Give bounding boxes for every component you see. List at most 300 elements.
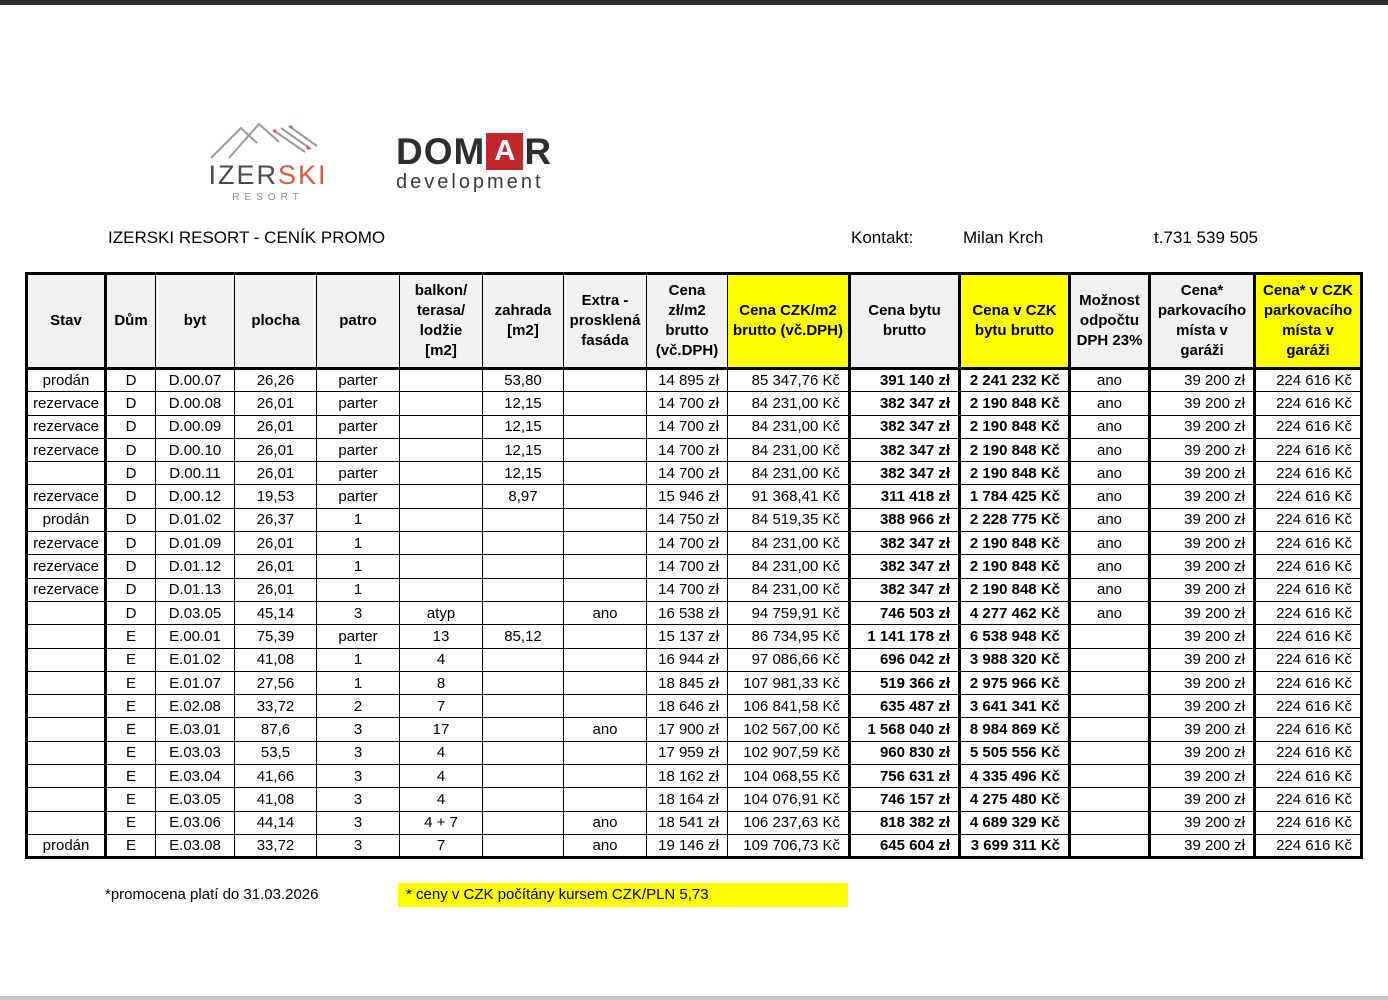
cell-cena-bytu-brutto: 635 487 zł bbox=[850, 695, 960, 718]
cell-cena-parkovaciho-mista: 39 200 zł bbox=[1150, 695, 1255, 718]
cell-byt: E.01.02 bbox=[156, 648, 235, 671]
cell-extra-prosklena-fasada bbox=[564, 765, 647, 788]
price-table bbox=[25, 272, 1363, 859]
cell-cena-czk-m2-brutto: 106 841,58 Kč bbox=[728, 695, 850, 718]
cell-stav bbox=[27, 765, 106, 788]
table-row bbox=[27, 811, 1362, 834]
cell-zahrada-m2 bbox=[483, 671, 564, 694]
cell-stav bbox=[27, 718, 106, 741]
cell-patro: 3 bbox=[317, 811, 400, 834]
cell-balkon-terasa-lodzie-m2 bbox=[400, 578, 483, 601]
cell-zahrada-m2: 12,15 bbox=[483, 462, 564, 485]
column-header-cena-bytu-brutto: Cena bytu brutto bbox=[850, 274, 960, 369]
izerski-logo-accent-text: SKI bbox=[277, 160, 328, 190]
cell-byt: D.00.09 bbox=[156, 415, 235, 438]
cell-cena-v-czk-parkovaciho-mista: 224 616 Kč bbox=[1255, 788, 1362, 811]
cell-plocha: 41,66 bbox=[235, 765, 317, 788]
cell-zahrada-m2: 8,97 bbox=[483, 485, 564, 508]
cell-cena-czk-m2-brutto: 85 347,76 Kč bbox=[728, 369, 850, 392]
domar-logo-wordmark bbox=[396, 133, 606, 170]
cell-cena-parkovaciho-mista: 39 200 zł bbox=[1150, 508, 1255, 531]
cell-patro: 1 bbox=[317, 671, 400, 694]
cell-byt: D.00.12 bbox=[156, 485, 235, 508]
cell-cena-v-czk-parkovaciho-mista: 224 616 Kč bbox=[1255, 601, 1362, 624]
izerski-logo-text: IZER bbox=[208, 160, 278, 190]
cell-cena-zl-m2-brutto: 18 541 zł bbox=[647, 811, 728, 834]
cell-stav: prodán bbox=[27, 834, 106, 857]
cell-cena-v-czk-bytu-brutto: 4 275 480 Kč bbox=[960, 788, 1070, 811]
cell-cena-parkovaciho-mista: 39 200 zł bbox=[1150, 834, 1255, 857]
cell-byt: E.03.06 bbox=[156, 811, 235, 834]
cell-patro: 1 bbox=[317, 555, 400, 578]
cell-balkon-terasa-lodzie-m2 bbox=[400, 532, 483, 555]
cell-cena-bytu-brutto: 382 347 zł bbox=[850, 438, 960, 461]
cell-cena-v-czk-bytu-brutto: 4 277 462 Kč bbox=[960, 601, 1070, 624]
cell-dum: E bbox=[106, 834, 156, 857]
cell-cena-czk-m2-brutto: 84 231,00 Kč bbox=[728, 532, 850, 555]
cell-zahrada-m2 bbox=[483, 508, 564, 531]
cell-patro: parter bbox=[317, 485, 400, 508]
cell-cena-zl-m2-brutto: 18 164 zł bbox=[647, 788, 728, 811]
cell-byt: E.03.04 bbox=[156, 765, 235, 788]
cell-cena-v-czk-bytu-brutto: 5 505 556 Kč bbox=[960, 741, 1070, 764]
cell-moznost-odpoctu-dph bbox=[1070, 765, 1150, 788]
cell-cena-zl-m2-brutto: 14 700 zł bbox=[647, 532, 728, 555]
cell-cena-v-czk-parkovaciho-mista: 224 616 Kč bbox=[1255, 741, 1362, 764]
cell-cena-v-czk-parkovaciho-mista: 224 616 Kč bbox=[1255, 532, 1362, 555]
cell-extra-prosklena-fasada bbox=[564, 695, 647, 718]
cell-zahrada-m2 bbox=[483, 788, 564, 811]
cell-byt: E.01.07 bbox=[156, 671, 235, 694]
cell-extra-prosklena-fasada bbox=[564, 671, 647, 694]
cell-cena-parkovaciho-mista: 39 200 zł bbox=[1150, 625, 1255, 648]
cell-byt: E.03.08 bbox=[156, 834, 235, 857]
cell-cena-v-czk-bytu-brutto: 2 190 848 Kč bbox=[960, 392, 1070, 415]
cell-extra-prosklena-fasada bbox=[564, 369, 647, 392]
cell-cena-v-czk-parkovaciho-mista: 224 616 Kč bbox=[1255, 415, 1362, 438]
cell-stav bbox=[27, 462, 106, 485]
cell-stav bbox=[27, 671, 106, 694]
cell-moznost-odpoctu-dph: ano bbox=[1070, 601, 1150, 624]
cell-stav: rezervace bbox=[27, 392, 106, 415]
cell-zahrada-m2: 12,15 bbox=[483, 438, 564, 461]
cell-zahrada-m2 bbox=[483, 695, 564, 718]
cell-cena-v-czk-parkovaciho-mista: 224 616 Kč bbox=[1255, 578, 1362, 601]
cell-patro: 2 bbox=[317, 695, 400, 718]
cell-balkon-terasa-lodzie-m2: atyp bbox=[400, 601, 483, 624]
cell-cena-czk-m2-brutto: 84 231,00 Kč bbox=[728, 438, 850, 461]
cell-extra-prosklena-fasada bbox=[564, 485, 647, 508]
cell-patro: parter bbox=[317, 462, 400, 485]
cell-cena-zl-m2-brutto: 17 959 zł bbox=[647, 741, 728, 764]
table-row bbox=[27, 741, 1362, 764]
cell-plocha: 41,08 bbox=[235, 648, 317, 671]
cell-byt: D.01.12 bbox=[156, 555, 235, 578]
cell-cena-czk-m2-brutto: 84 231,00 Kč bbox=[728, 578, 850, 601]
table-row bbox=[27, 718, 1362, 741]
cell-cena-bytu-brutto: 382 347 zł bbox=[850, 392, 960, 415]
cell-patro: 1 bbox=[317, 578, 400, 601]
cell-cena-bytu-brutto: 382 347 zł bbox=[850, 555, 960, 578]
cell-extra-prosklena-fasada bbox=[564, 788, 647, 811]
cell-dum: E bbox=[106, 765, 156, 788]
cell-stav: rezervace bbox=[27, 438, 106, 461]
cell-dum: E bbox=[106, 788, 156, 811]
cell-patro: parter bbox=[317, 392, 400, 415]
cell-cena-v-czk-parkovaciho-mista: 224 616 Kč bbox=[1255, 555, 1362, 578]
cell-cena-v-czk-parkovaciho-mista: 224 616 Kč bbox=[1255, 485, 1362, 508]
cell-zahrada-m2 bbox=[483, 765, 564, 788]
cell-plocha: 26,01 bbox=[235, 578, 317, 601]
cell-cena-parkovaciho-mista: 39 200 zł bbox=[1150, 578, 1255, 601]
cell-stav: rezervace bbox=[27, 578, 106, 601]
cell-cena-parkovaciho-mista: 39 200 zł bbox=[1150, 415, 1255, 438]
cell-cena-zl-m2-brutto: 18 162 zł bbox=[647, 765, 728, 788]
cell-balkon-terasa-lodzie-m2 bbox=[400, 462, 483, 485]
cell-moznost-odpoctu-dph: ano bbox=[1070, 369, 1150, 392]
izerski-resort-logo bbox=[178, 110, 358, 203]
domar-logo-subtitle: development bbox=[396, 171, 544, 193]
cell-cena-v-czk-bytu-brutto: 2 190 848 Kč bbox=[960, 532, 1070, 555]
cell-zahrada-m2 bbox=[483, 718, 564, 741]
cell-byt: D.01.02 bbox=[156, 508, 235, 531]
cell-patro: parter bbox=[317, 369, 400, 392]
cell-plocha: 26,01 bbox=[235, 392, 317, 415]
cell-cena-parkovaciho-mista: 39 200 zł bbox=[1150, 765, 1255, 788]
cell-cena-v-czk-bytu-brutto: 2 190 848 Kč bbox=[960, 555, 1070, 578]
cell-moznost-odpoctu-dph: ano bbox=[1070, 555, 1150, 578]
cell-byt: D.01.13 bbox=[156, 578, 235, 601]
cell-patro: 3 bbox=[317, 601, 400, 624]
table-row bbox=[27, 438, 1362, 461]
cell-cena-czk-m2-brutto: 84 231,00 Kč bbox=[728, 555, 850, 578]
cell-stav bbox=[27, 788, 106, 811]
cell-plocha: 26,01 bbox=[235, 555, 317, 578]
cell-cena-v-czk-bytu-brutto: 2 228 775 Kč bbox=[960, 508, 1070, 531]
column-header-dum: Dům bbox=[106, 274, 156, 369]
cell-moznost-odpoctu-dph: ano bbox=[1070, 415, 1150, 438]
cell-byt: E.02.08 bbox=[156, 695, 235, 718]
cell-byt: D.01.09 bbox=[156, 532, 235, 555]
cell-extra-prosklena-fasada bbox=[564, 741, 647, 764]
column-header-zahrada-m2: zahrada [m2] bbox=[483, 274, 564, 369]
cell-cena-bytu-brutto: 1 568 040 zł bbox=[850, 718, 960, 741]
cell-cena-v-czk-parkovaciho-mista: 224 616 Kč bbox=[1255, 765, 1362, 788]
cell-moznost-odpoctu-dph: ano bbox=[1070, 462, 1150, 485]
cell-plocha: 27,56 bbox=[235, 671, 317, 694]
cell-cena-v-czk-bytu-brutto: 6 538 948 Kč bbox=[960, 625, 1070, 648]
cell-cena-parkovaciho-mista: 39 200 zł bbox=[1150, 741, 1255, 764]
table-row bbox=[27, 671, 1362, 694]
page-top-bar bbox=[0, 0, 1388, 5]
cell-cena-czk-m2-brutto: 94 759,91 Kč bbox=[728, 601, 850, 624]
cell-cena-parkovaciho-mista: 39 200 zł bbox=[1150, 438, 1255, 461]
cell-cena-parkovaciho-mista: 39 200 zł bbox=[1150, 485, 1255, 508]
cell-balkon-terasa-lodzie-m2: 17 bbox=[400, 718, 483, 741]
promo-validity-note: *promocena platí do 31.03.2026 bbox=[105, 886, 319, 903]
cell-cena-bytu-brutto: 696 042 zł bbox=[850, 648, 960, 671]
cell-zahrada-m2: 12,15 bbox=[483, 415, 564, 438]
cell-dum: D bbox=[106, 392, 156, 415]
cell-byt: D.00.08 bbox=[156, 392, 235, 415]
column-header-patro: patro bbox=[317, 274, 400, 369]
cell-dum: D bbox=[106, 532, 156, 555]
cell-cena-czk-m2-brutto: 102 567,00 Kč bbox=[728, 718, 850, 741]
cell-balkon-terasa-lodzie-m2: 4 bbox=[400, 648, 483, 671]
cell-zahrada-m2 bbox=[483, 811, 564, 834]
cell-cena-v-czk-bytu-brutto: 2 241 232 Kč bbox=[960, 369, 1070, 392]
cell-cena-v-czk-bytu-brutto: 3 988 320 Kč bbox=[960, 648, 1070, 671]
cell-cena-v-czk-parkovaciho-mista: 224 616 Kč bbox=[1255, 369, 1362, 392]
cell-cena-v-czk-parkovaciho-mista: 224 616 Kč bbox=[1255, 392, 1362, 415]
cell-cena-bytu-brutto: 388 966 zł bbox=[850, 508, 960, 531]
cell-cena-parkovaciho-mista: 39 200 zł bbox=[1150, 462, 1255, 485]
cell-cena-czk-m2-brutto: 107 981,33 Kč bbox=[728, 671, 850, 694]
cell-cena-zl-m2-brutto: 14 750 zł bbox=[647, 508, 728, 531]
cell-stav bbox=[27, 625, 106, 648]
cell-cena-zl-m2-brutto: 16 538 zł bbox=[647, 601, 728, 624]
cell-cena-czk-m2-brutto: 106 237,63 Kč bbox=[728, 811, 850, 834]
cell-dum: E bbox=[106, 648, 156, 671]
cell-cena-v-czk-bytu-brutto: 8 984 869 Kč bbox=[960, 718, 1070, 741]
cell-cena-czk-m2-brutto: 104 076,91 Kč bbox=[728, 788, 850, 811]
column-header-cena-parkovaciho-mista: Cena* parkovacího místa v garáži bbox=[1150, 274, 1255, 369]
column-header-balkon-terasa-lodzie-m2: balkon/ terasa/ lodžie [m2] bbox=[400, 274, 483, 369]
cell-plocha: 44,14 bbox=[235, 811, 317, 834]
cell-cena-v-czk-bytu-brutto: 2 190 848 Kč bbox=[960, 578, 1070, 601]
cell-balkon-terasa-lodzie-m2: 7 bbox=[400, 695, 483, 718]
cell-moznost-odpoctu-dph: ano bbox=[1070, 438, 1150, 461]
price-table-body bbox=[27, 369, 1362, 858]
cell-cena-zl-m2-brutto: 14 700 zł bbox=[647, 415, 728, 438]
cell-byt: E.03.05 bbox=[156, 788, 235, 811]
cell-balkon-terasa-lodzie-m2: 8 bbox=[400, 671, 483, 694]
cell-moznost-odpoctu-dph bbox=[1070, 834, 1150, 857]
cell-cena-parkovaciho-mista: 39 200 zł bbox=[1150, 811, 1255, 834]
cell-stav bbox=[27, 741, 106, 764]
table-row bbox=[27, 788, 1362, 811]
cell-byt: D.00.11 bbox=[156, 462, 235, 485]
cell-plocha: 33,72 bbox=[235, 695, 317, 718]
table-row bbox=[27, 578, 1362, 601]
cell-cena-czk-m2-brutto: 84 231,00 Kč bbox=[728, 392, 850, 415]
cell-zahrada-m2 bbox=[483, 578, 564, 601]
cell-dum: E bbox=[106, 625, 156, 648]
cell-extra-prosklena-fasada bbox=[564, 415, 647, 438]
cell-cena-parkovaciho-mista: 39 200 zł bbox=[1150, 555, 1255, 578]
table-row bbox=[27, 392, 1362, 415]
cell-cena-parkovaciho-mista: 39 200 zł bbox=[1150, 369, 1255, 392]
cell-cena-bytu-brutto: 960 830 zł bbox=[850, 741, 960, 764]
table-row bbox=[27, 695, 1362, 718]
cell-cena-bytu-brutto: 746 503 zł bbox=[850, 601, 960, 624]
cell-zahrada-m2 bbox=[483, 532, 564, 555]
column-header-extra-prosklena-fasada: Extra - prosklená fasáda bbox=[564, 274, 647, 369]
cell-cena-parkovaciho-mista: 39 200 zł bbox=[1150, 601, 1255, 624]
cell-cena-zl-m2-brutto: 15 137 zł bbox=[647, 625, 728, 648]
domar-logo-red-square-icon: A bbox=[486, 133, 523, 170]
mountain-icon bbox=[193, 110, 343, 162]
cell-cena-bytu-brutto: 746 157 zł bbox=[850, 788, 960, 811]
cell-extra-prosklena-fasada bbox=[564, 392, 647, 415]
cell-cena-czk-m2-brutto: 91 368,41 Kč bbox=[728, 485, 850, 508]
cell-zahrada-m2 bbox=[483, 648, 564, 671]
cell-extra-prosklena-fasada: ano bbox=[564, 834, 647, 857]
cell-plocha: 26,01 bbox=[235, 415, 317, 438]
cell-cena-parkovaciho-mista: 39 200 zł bbox=[1150, 532, 1255, 555]
cell-cena-czk-m2-brutto: 84 231,00 Kč bbox=[728, 415, 850, 438]
cell-balkon-terasa-lodzie-m2: 4 bbox=[400, 765, 483, 788]
cell-cena-zl-m2-brutto: 15 946 zł bbox=[647, 485, 728, 508]
table-row bbox=[27, 508, 1362, 531]
column-header-cena-czk-m2-brutto: Cena CZK/m2 brutto (vč.DPH) bbox=[728, 274, 850, 369]
cell-cena-v-czk-parkovaciho-mista: 224 616 Kč bbox=[1255, 695, 1362, 718]
cell-balkon-terasa-lodzie-m2: 7 bbox=[400, 834, 483, 857]
cell-patro: 1 bbox=[317, 508, 400, 531]
cell-extra-prosklena-fasada bbox=[564, 555, 647, 578]
table-row bbox=[27, 601, 1362, 624]
cell-cena-bytu-brutto: 1 141 178 zł bbox=[850, 625, 960, 648]
cell-balkon-terasa-lodzie-m2 bbox=[400, 392, 483, 415]
cell-cena-bytu-brutto: 382 347 zł bbox=[850, 462, 960, 485]
cell-byt: E.03.03 bbox=[156, 741, 235, 764]
cell-moznost-odpoctu-dph bbox=[1070, 788, 1150, 811]
domar-development-logo bbox=[396, 133, 606, 194]
table-row bbox=[27, 415, 1362, 438]
cell-zahrada-m2 bbox=[483, 555, 564, 578]
cell-dum: D bbox=[106, 601, 156, 624]
cell-balkon-terasa-lodzie-m2: 13 bbox=[400, 625, 483, 648]
table-row bbox=[27, 462, 1362, 485]
cell-cena-zl-m2-brutto: 14 700 zł bbox=[647, 578, 728, 601]
cell-zahrada-m2 bbox=[483, 834, 564, 857]
cell-cena-v-czk-bytu-brutto: 3 699 311 Kč bbox=[960, 834, 1070, 857]
cell-cena-v-czk-bytu-brutto: 2 190 848 Kč bbox=[960, 415, 1070, 438]
cell-stav bbox=[27, 811, 106, 834]
cell-cena-bytu-brutto: 382 347 zł bbox=[850, 415, 960, 438]
cell-dum: D bbox=[106, 485, 156, 508]
cell-plocha: 26,26 bbox=[235, 369, 317, 392]
column-header-plocha: plocha bbox=[235, 274, 317, 369]
domar-logo-text-right: R bbox=[524, 131, 553, 172]
cell-byt: D.00.07 bbox=[156, 369, 235, 392]
cell-stav: prodán bbox=[27, 369, 106, 392]
cell-patro: 3 bbox=[317, 788, 400, 811]
cell-patro: parter bbox=[317, 438, 400, 461]
cell-patro: 1 bbox=[317, 532, 400, 555]
table-row bbox=[27, 485, 1362, 508]
cell-cena-bytu-brutto: 756 631 zł bbox=[850, 765, 960, 788]
cell-cena-bytu-brutto: 382 347 zł bbox=[850, 578, 960, 601]
cell-moznost-odpoctu-dph: ano bbox=[1070, 532, 1150, 555]
cell-cena-v-czk-parkovaciho-mista: 224 616 Kč bbox=[1255, 438, 1362, 461]
izerski-logo-wordmark bbox=[178, 162, 358, 189]
cell-extra-prosklena-fasada: ano bbox=[564, 811, 647, 834]
cell-moznost-odpoctu-dph bbox=[1070, 695, 1150, 718]
cell-plocha: 26,37 bbox=[235, 508, 317, 531]
cell-stav: prodán bbox=[27, 508, 106, 531]
contact-name: Milan Krch bbox=[963, 228, 1044, 247]
cell-dum: D bbox=[106, 438, 156, 461]
cell-cena-bytu-brutto: 382 347 zł bbox=[850, 532, 960, 555]
column-header-cena-v-czk-parkovaciho-mista: Cena* v CZK parkovacího místa v garáži bbox=[1255, 274, 1362, 369]
cell-moznost-odpoctu-dph: ano bbox=[1070, 485, 1150, 508]
cell-plocha: 45,14 bbox=[235, 601, 317, 624]
cell-cena-v-czk-parkovaciho-mista: 224 616 Kč bbox=[1255, 625, 1362, 648]
cell-patro: 3 bbox=[317, 741, 400, 764]
cell-moznost-odpoctu-dph: ano bbox=[1070, 578, 1150, 601]
cell-cena-czk-m2-brutto: 104 068,55 Kč bbox=[728, 765, 850, 788]
cell-extra-prosklena-fasada: ano bbox=[564, 601, 647, 624]
cell-cena-parkovaciho-mista: 39 200 zł bbox=[1150, 718, 1255, 741]
cell-plocha: 75,39 bbox=[235, 625, 317, 648]
cell-cena-zl-m2-brutto: 16 944 zł bbox=[647, 648, 728, 671]
page-bottom-bar bbox=[0, 996, 1388, 1000]
cell-extra-prosklena-fasada: ano bbox=[564, 718, 647, 741]
cell-balkon-terasa-lodzie-m2 bbox=[400, 485, 483, 508]
cell-zahrada-m2 bbox=[483, 741, 564, 764]
table-row bbox=[27, 369, 1362, 392]
cell-dum: E bbox=[106, 671, 156, 694]
cell-cena-v-czk-parkovaciho-mista: 224 616 Kč bbox=[1255, 834, 1362, 857]
cell-dum: E bbox=[106, 811, 156, 834]
cell-plocha: 26,01 bbox=[235, 532, 317, 555]
cell-dum: E bbox=[106, 718, 156, 741]
cell-balkon-terasa-lodzie-m2 bbox=[400, 555, 483, 578]
cell-cena-v-czk-parkovaciho-mista: 224 616 Kč bbox=[1255, 462, 1362, 485]
cell-cena-parkovaciho-mista: 39 200 zł bbox=[1150, 671, 1255, 694]
cell-moznost-odpoctu-dph bbox=[1070, 741, 1150, 764]
table-row bbox=[27, 555, 1362, 578]
cell-dum: D bbox=[106, 578, 156, 601]
cell-byt: E.00.01 bbox=[156, 625, 235, 648]
cell-dum: D bbox=[106, 555, 156, 578]
cell-plocha: 26,01 bbox=[235, 438, 317, 461]
table-row bbox=[27, 648, 1362, 671]
cell-cena-bytu-brutto: 391 140 zł bbox=[850, 369, 960, 392]
cell-moznost-odpoctu-dph: ano bbox=[1070, 392, 1150, 415]
cell-stav: rezervace bbox=[27, 415, 106, 438]
cell-zahrada-m2: 85,12 bbox=[483, 625, 564, 648]
cell-plocha: 26,01 bbox=[235, 462, 317, 485]
cell-cena-czk-m2-brutto: 97 086,66 Kč bbox=[728, 648, 850, 671]
cell-zahrada-m2 bbox=[483, 601, 564, 624]
cell-extra-prosklena-fasada bbox=[564, 625, 647, 648]
cell-stav: rezervace bbox=[27, 555, 106, 578]
cell-moznost-odpoctu-dph bbox=[1070, 671, 1150, 694]
cell-extra-prosklena-fasada bbox=[564, 532, 647, 555]
cell-moznost-odpoctu-dph: ano bbox=[1070, 508, 1150, 531]
cell-moznost-odpoctu-dph bbox=[1070, 811, 1150, 834]
cell-balkon-terasa-lodzie-m2 bbox=[400, 438, 483, 461]
cell-patro: 3 bbox=[317, 834, 400, 857]
cell-moznost-odpoctu-dph bbox=[1070, 648, 1150, 671]
cell-stav bbox=[27, 601, 106, 624]
cell-plocha: 19,53 bbox=[235, 485, 317, 508]
cell-cena-czk-m2-brutto: 84 519,35 Kč bbox=[728, 508, 850, 531]
cell-plocha: 33,72 bbox=[235, 834, 317, 857]
cell-dum: D bbox=[106, 415, 156, 438]
column-header-cena-v-czk-bytu-brutto: Cena v CZK bytu brutto bbox=[960, 274, 1070, 369]
cell-cena-v-czk-parkovaciho-mista: 224 616 Kč bbox=[1255, 508, 1362, 531]
cell-cena-v-czk-parkovaciho-mista: 224 616 Kč bbox=[1255, 811, 1362, 834]
cell-extra-prosklena-fasada bbox=[564, 578, 647, 601]
contact-phone: t.731 539 505 bbox=[1154, 228, 1258, 247]
cell-cena-zl-m2-brutto: 14 700 zł bbox=[647, 392, 728, 415]
cell-patro: 1 bbox=[317, 648, 400, 671]
column-header-moznost-odpoctu-dph: Možnost odpočtu DPH 23% bbox=[1070, 274, 1150, 369]
cell-balkon-terasa-lodzie-m2: 4 bbox=[400, 788, 483, 811]
